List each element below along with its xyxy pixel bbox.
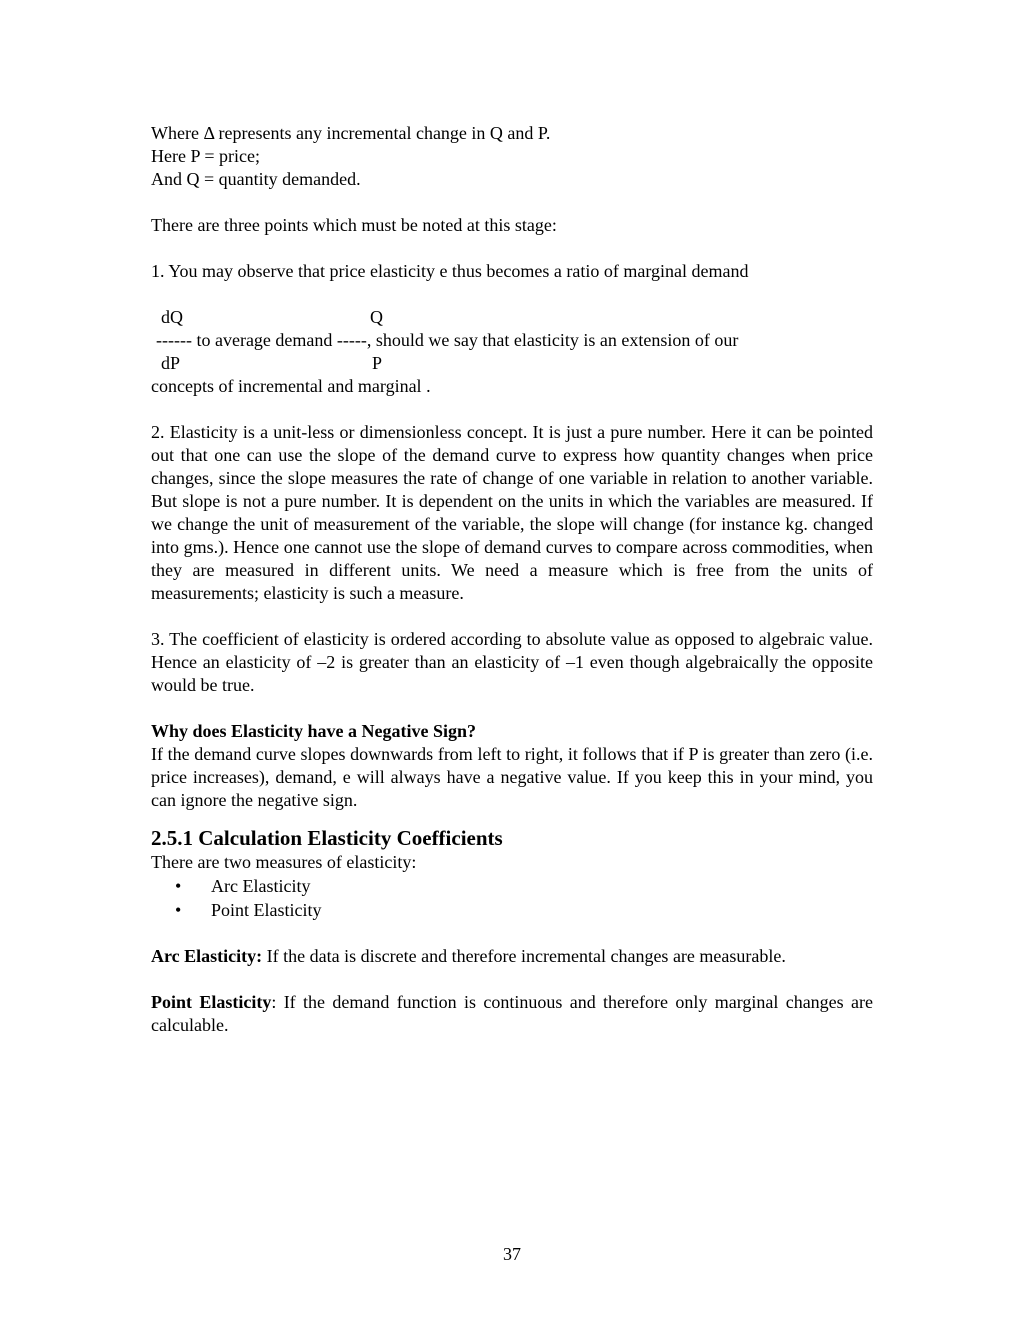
point-1-continuation: concepts of incremental and marginal .: [151, 376, 431, 396]
negative-sign-paragraph: If the demand curve slopes downwards from left to right, it follows that if P is greater than zero (i.e. price increases), demand, e will always have a negative value. If you keep this in your mind, you can ignore the negative sign.: [151, 744, 873, 810]
point-elasticity-text: : If the demand function is continuous and therefore only marginal changes are calculable.: [151, 992, 873, 1035]
point-2-paragraph: 2. Elasticity is a unit-less or dimensionless concept. It is just a pure number. Here it can be pointed out that one can use the slope of the demand curve to express how quantity changes when price changes, since the slope measures the rate of change of one variable in relation to another variable. But slope is not a pure number. It is dependent on the units in which the variables are measured. If we change the unit of measurement of the variable, the slope will change (for instance kg. changed into gms.). Hence one cannot use the slope of demand curves to compare across commodities, when they are measured in different units. We need a measure which is free from the units of measurements; elasticity is such a measure.: [151, 422, 873, 603]
extension-text: , should we say that elasticity is an extension of our: [366, 330, 739, 350]
arc-elasticity-label: Arc Elasticity:: [151, 946, 263, 966]
point-elasticity-label: Point Elasticity: [151, 992, 272, 1012]
fraction-p-denominator: P: [372, 353, 383, 373]
list-item-label: Arc Elasticity: [211, 876, 311, 896]
negative-sign-heading: Why does Elasticity have a Negative Sign?: [151, 721, 477, 741]
fraction-q-bar: -----: [336, 330, 367, 350]
elasticity-measures-list: [151, 874, 873, 922]
arc-elasticity-paragraph: [151, 945, 873, 968]
to-average-demand-text: to average demand: [191, 330, 337, 350]
point-1-text: 1. You may observe that price elasticity e thus becomes a ratio of marginal demand: [151, 261, 749, 281]
document-body: [151, 122, 873, 1037]
fraction-dq-numerator: dQ: [161, 307, 183, 327]
ratio-fractions: [151, 306, 873, 375]
list-item: [151, 874, 873, 898]
bullet-icon: •: [175, 876, 182, 896]
fraction-q-numerator: Q: [370, 307, 383, 327]
points-intro: There are three points which must be noted at this stage:: [151, 215, 557, 235]
page-number: 37: [503, 1244, 521, 1264]
list-item-label: Point Elasticity: [211, 900, 322, 920]
arc-elasticity-text: If the data is discrete and therefore incremental changes are measurable.: [262, 946, 786, 966]
intro-line-2: Here P = price;: [151, 146, 260, 166]
section-heading: 2.5.1 Calculation Elasticity Coefficients: [151, 826, 503, 850]
fraction-line-row: [156, 329, 738, 352]
intro-line-1: Where Δ represents any incremental change in Q and P.: [151, 123, 551, 143]
list-item: [151, 898, 873, 922]
point-elasticity-paragraph: [151, 991, 873, 1037]
bullet-icon: •: [175, 900, 182, 920]
section-intro: There are two measures of elasticity:: [151, 852, 417, 872]
fraction-dq-bar: ------: [156, 330, 192, 350]
fraction-dp-denominator: dP: [161, 353, 181, 373]
intro-line-3: And Q = quantity demanded.: [151, 169, 361, 189]
point-3-paragraph: 3. The coefficient of elasticity is ordered according to absolute value as opposed to algebraic value. Hence an elasticity of –2 is greater than an elasticity of –1 even though algebraically the opposite would be true.: [151, 629, 873, 695]
